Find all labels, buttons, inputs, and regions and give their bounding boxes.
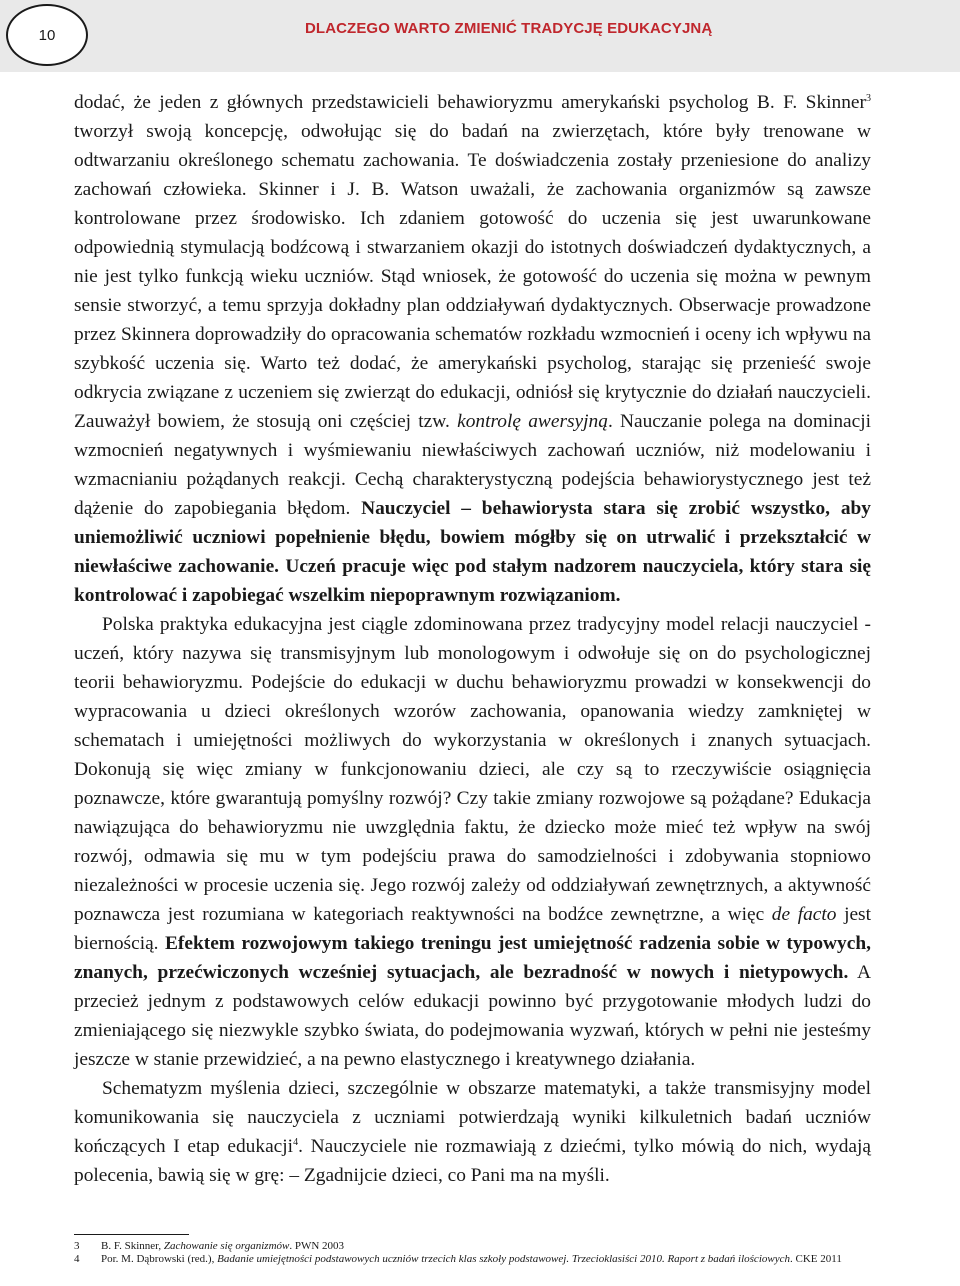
footnote-4 [74, 1253, 871, 1266]
footnote-ref-4: 4 [293, 1137, 299, 1148]
italic-title: Badanie umiejętności podstawowych uczniów trzecich klas szkoły podstawowej. Trzecioklasiści 2010. Raport z badań ilościowych [217, 1253, 790, 1265]
paragraph-2 [74, 610, 871, 1074]
footnote-rule [74, 1234, 189, 1235]
text-run: . Nauczanie polega na dominacji wzmocnień negatywnych i wyśmiewaniu niewłaściwych zachowań uczniów, niż modelowaniu i wzmacnianiu pożądanych reakcji. Cechą charakterystyczną podejścia behawiorystycznego jest też dążenie do zapobiegania błędom. [74, 411, 872, 519]
page-number: 10 [6, 4, 88, 66]
italic-term: de facto [771, 904, 837, 925]
main-text [74, 88, 871, 1190]
footnote-ref-3: 3 [866, 93, 871, 104]
footnotes [74, 1240, 871, 1266]
paragraph-3 [74, 1074, 871, 1190]
running-header [0, 0, 960, 72]
footnote-number: 3 [74, 1240, 80, 1252]
footnote-3 [74, 1240, 871, 1253]
italic-term: kontrolę awersyjną [457, 411, 608, 432]
footnote-number: 4 [74, 1253, 80, 1265]
text-run: dodać, że jeden z głównych przedstawicieli behawioryzmu amerykański psycholog B. F. Skinner [74, 92, 866, 113]
paragraph-1 [74, 88, 871, 610]
text-run: B. F. Skinner, [101, 1240, 164, 1252]
text-run: . Nauczyciele nie rozmawiają z dziećmi, tylko mówią do nich, wydają polecenia, bawią się w grę: – Zgadnijcie dzieci, co Pani ma na myśli. [74, 1136, 871, 1186]
italic-title: Zachowanie się organizmów [163, 1240, 290, 1252]
text-run: tworzył swoją koncepcję, odwołując się do badań na zwierzętach, które były trenowane w odtwarzaniu określonego schematu zachowania. Te doświadczenia zostały przeniesione do analizy zachowań człowieka. Skinner i J. B. Watson uważali, że zachowania organizmów są zawsze kontrolowane przez środowisko. Ich zdaniem gotowość do uczenia się jest uwarunkowane odpowiednią stymulacją bodźcową i stwarzaniem okazji do istotnych doświadczeń dydaktycznych, a nie jest tylko funkcją wieku uczniów. Stąd wniosek, że gotowość do uczenia się można w pewnym sensie stworzyć, a temu sprzyja dokładny plan oddziaływań dydaktycznych. Obserwacje prowadzone przez Skinnera doprowadziły do opracowania schematów rozkładu wzmocnień i oceny ich wpływu na szybkość uczenia się. Warto też dodać, że amerykański psycholog, starając się przenieść swoje odkrycia związane z uczeniem się zwierząt do edukacji, odniósł się krytycznie do działań nauczycieli. Zauważył bowiem, że stosują oni częściej tzw. [74, 121, 871, 432]
text-run: . CKE 2011 [789, 1253, 842, 1265]
text-run: Polska praktyka edukacyjna jest ciągle zdominowana przez tradycyjny model relacji nauczyciel -uczeń, który nazywa się transmisyjnym lub monologowym i odwołuje się on do psychologicznej teorii behawioryzmu. Podejście do edukacji w duchu behawioryzmu prowadzi w konsekwencji do wypracowania u dzieci określonych wzorów zachowania, opanowania wiedzy zamkniętej w schematach i umiejętności możliwych do wykorzystania w określonych i znanych sytuacjach. Dokonują się więc zmiany w funkcjonowaniu dzieci, ale czy są to rzeczywiście osiągnięcia poznawcze, które gwarantują pomyślny rozwój? Czy takie zmiany rozwojowe są pożądane? Edukacja nawiązująca do behawioryzmu nie uwzględnia faktu, że dziecko może mieć też wpływ na swój rozwój, odmawia się mu w tym podejściu prawa do samodzielności i zdobywania stopniowo niezależności w procesie uczenia się. Jego rozwój zależy od oddziaływań zewnętrznych, a aktywność poznawcza jest rozumiana w kategoriach reaktywności na bodźce zewnętrzne, a więc [74, 614, 871, 925]
bold-emphasis: Efektem rozwojowym takiego treningu jest umiejętność radzenia sobie w typowych, znanych, przećwiczonych wcześniej sytuacjach, ale bezradność w nowych i nietypowych. [74, 933, 871, 983]
running-title: DLACZEGO WARTO ZMIENIĆ TRADYCJĘ EDUKACYJNĄ [305, 20, 713, 37]
text-run: Por. M. Dąbrowski (red.), [101, 1253, 218, 1265]
text-run: . PWN 2003 [289, 1240, 345, 1252]
footnote-text [101, 1253, 871, 1266]
text-run: A przecież jednym z podstawowych celów edukacji powinno być przygotowanie młodych ludzi do zmieniającego się niezwykle szybko świata, do podejmowania wyzwań, których w pełni nie jesteśmy jeszcze w stanie przewidzieć, a na pewno elastycznego i kreatywnego działania. [74, 962, 871, 1070]
text-run: Schematyzm myślenia dzieci, szczególnie w obszarze matematyki, a także transmisyjny model komunikowania się nauczyciela z uczniami potwierdzają wyniki kilkuletnich badań uczniów kończących I etap edukacji [74, 1078, 871, 1157]
text-run: jest biernością. [74, 904, 871, 954]
bold-emphasis: Nauczyciel – behawiorysta stara się zrobić wszystko, aby uniemożliwić uczniowi popełnienie błędu, bowiem mógłby się on utrwalić i przekształcić w niewłaściwe zachowanie. Uczeń pracuje więc pod stałym nadzorem nauczyciela, który stara się kontrolować i zapobiegać wszelkim niepoprawnym rozwiązaniom. [74, 498, 871, 606]
footnote-text [101, 1240, 871, 1253]
